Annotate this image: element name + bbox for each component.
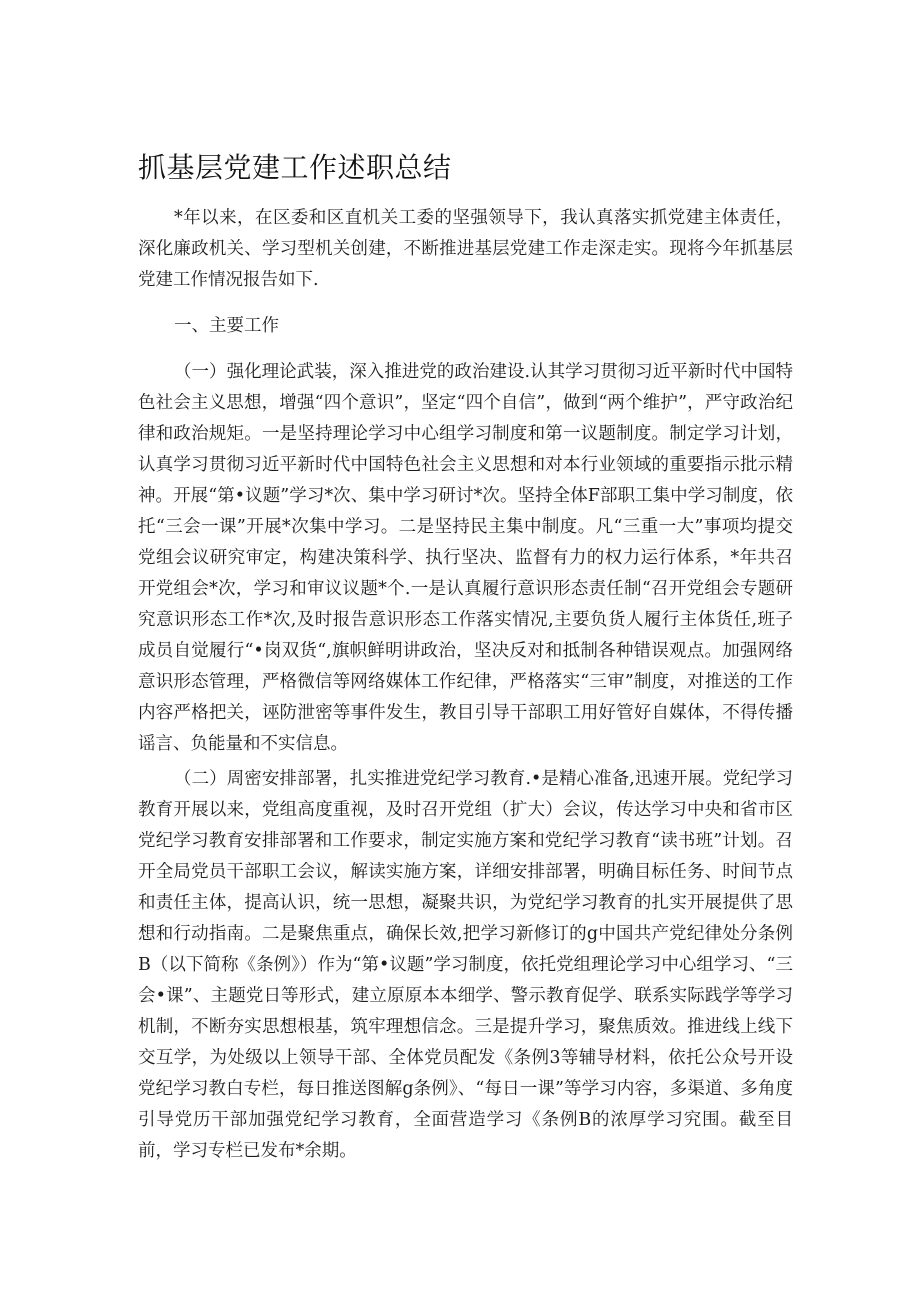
body-paragraph: （一）强化理论武装，深入推进党的政治建设.认其学习贯彻习近平新时代中国特色社会主义思想，增强“四个意识”，坚定“四个自信”，做到“两个维护”，严守政治纪律和政治规矩。一是坚持理论学习中心组学习制度和第一议题制度。制定学习计划，认真学习贯彻习近平新时代中国特色社会主义思想和对本行业领域的重要指示批示精神。开展“第•议题”学习*次、集中学习研讨*次。坚持全体F部职工集中学习制度，依托“三会一课”开展*次集中学习。二是坚持民主集中制度。凡“三重一大”事项均提交党组会议研究审定，构建决策科学、执行坚决、监督有力的权力运行体系，*年共召开党组会*次，学习和审议议题*个.一是认真履行意识形态责任制“召开党组会专题研究意识形态工作*次,及时报告意识形态工作落实情况,主要负货人履行主体货任,班子成员自觉履行“•岗双货“,旗帜鲜明讲政治，坚决反对和抵制各种错误观点。加强网络意识形态管理，严格微信等网络媒体工作纪律，严格落实“三审”制度，对推送的工作内容严格把关，诬防泄密等事件发生，教目引导干部职工用好管好自媒体，不得传播谣言、负能量和不实信息。 (138, 362, 793, 754)
main-work-heading-section (138, 311, 793, 342)
section-heading: 一、主要工作 (174, 316, 279, 336)
intro-paragraph: *年以来，在区委和区直机关工委的坚强领导下，我认真落实抓党建主体责任，深化廉政机关、学习型机关创建，不断推进基层党建工作走深走实。现将今年抓基层党建工作情况报告如下. (138, 208, 793, 290)
work-section-1 (138, 357, 793, 760)
intro-section (138, 203, 793, 296)
work-section-2 (138, 764, 793, 1167)
body-paragraph: （二）周密安排部署，扎实推进党纪学习教育.•是精心准备,迅速开展。党纪学习教育开展以来，党组高度重视，及时召开党组（扩大）会议，传达学习中央和省市区党纪学习教育安排部署和工作要求，制定实施方案和党纪学习教育“读书班”计划。召开全局党员干部职工会议，解读实施方案，详细安排部署，明确目标任务、时间节点和责任主体，提高认识，统一思想，凝聚共识，为党纪学习教育的扎实开展提供了思想和行动指南。二是聚焦重点，确保长效,把学习新修订的g中国共产党纪律处分条例B（以下简称《条例》）作为“第•议题”学习制度，依托党组理论学习中心组学习、“三会•课”、主题党日等形式，建立原原本本细学、警示教育促学、联系实际践学等学习机制，不断夯实思想根基，筑牢理想信念。三是提升学习，聚焦质效。推进线上线下交互学，为处级以上领导干部、全体党员配发《条例3等辅导材料，依托公众号开设党纪学习教白专栏，每日推送图解g条例》、“每日一课”等学习内容，多渠道、多角度引导党历干部加强党纪学习教育，全面营造学习《条例B的浓厚学习究围。截至目前，学习专栏已发布*余期。 (138, 769, 793, 1161)
document-title: 抓基层党建工作述职总结 (138, 151, 452, 184)
